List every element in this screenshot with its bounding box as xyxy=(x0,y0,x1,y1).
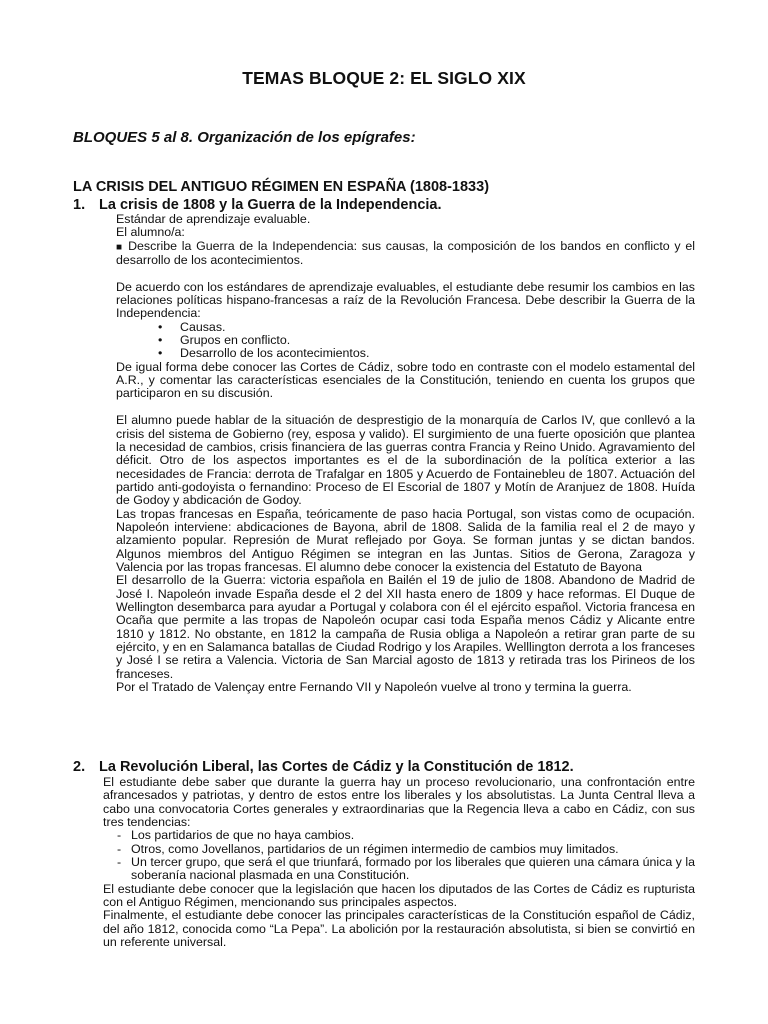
item1-paragraph-1: De acuerdo con los estándares de aprendizaje evaluables, el estudiante debe resumir los cambios en las relaciones políticas hispano-francesas a raíz de la Revolución Francesa. Debe describir la Guerra de la Independencia: xyxy=(116,279,695,321)
item2-paragraph-3: Finalmente, el estudiante debe conocer las principales características de la Constitución español de Cádiz, del año 1812, conocida como “La Pepa”. La abolición por la restauración absolutista, si bien se convirtió en un referente universal. xyxy=(103,908,695,950)
subtitle: BLOQUES 5 al 8. Organización de los epígrafes: xyxy=(73,129,416,146)
item2-heading-text: La Revolución Liberal, las Cortes de Cádiz y la Constitución de 1812. xyxy=(99,759,574,775)
list-item: • Causas. xyxy=(116,321,695,334)
item2-paragraph-1: El estudiante debe saber que durante la guerra hay un proceso revolucionario, una confrontación entre afrancesados y patriotas, y dentro de estos entre los liberales y los absolutistas. La Junta Central lleva a cabo una convocatoria Cortes generales y extraordinarias que la Regencia lleva a cabo en Cádiz, con sus tres tendencias: xyxy=(103,775,695,830)
item2-dash-list xyxy=(103,829,695,882)
item1-paragraph-3: El alumno puede hablar de la situación de desprestigio de la monarquía de Carlos IV, que conllevó a la crisis del sistema de Gobierno (rey, esposa y valido). El surgimiento de una fuerte oposición que plantea la necesidad de cambios, crisis financiera de las guerras contra Francia y Reino Unido. Agravamiento del déficit. Otro de los aspectos importantes es el de la subordinación de la política exterior a las necesidades de Francia: derrota de Trafalgar en 1805 y Acuerdo de Fontainebleu de 1807. Actuación del partido anti-godoyista o fernandino: Proceso de El Escorial de 1807 y Motín de Aranjuez de 1808. Huída de Godoy y abdicación de Godoy. xyxy=(116,413,695,508)
item1-number: 1. xyxy=(73,197,86,213)
item1-bullet-list xyxy=(116,321,695,361)
page-title: TEMAS BLOQUE 2: EL SIGLO XIX xyxy=(242,68,526,88)
list-item: - Un tercer grupo, que será el que triunfará, formado por los liberales que quieren una cámara única y la soberanía nacional plasmada en una Constitución. xyxy=(103,856,695,883)
item1-paragraph-5: El desarrollo de la Guerra: victoria española en Bailén el 19 de julio de 1808. Abandono de Madrid de José I. Napoleón invade España desde el 2 del XII hasta enero de 1809 y hace reformas. El Duque de Wellington desembarca para ayudar a Portugal y colabora con él el ejército español. Victoria francesa en Ocaña que permite a las tropas de Napoleón ocupar casi toda España menos Cádiz y Alicante entre 1810 y 1812. No obstante, en 1812 la campaña de Rusia obliga a Napoleón a retirar gran parte de su ejército, y en en Salamanca batallas de Ciudad Rodrigo y los Arapiles. Welllington derrota a los franceses y José I se retira a Valencia. Victoria de San Marcial agosto de 1813 y retirada tras los Pirineos de los franceses. xyxy=(116,573,696,681)
item1-body xyxy=(116,213,695,694)
item2-heading xyxy=(73,759,574,775)
item1-heading xyxy=(73,197,442,213)
standard-text: Describe la Guerra de la Independencia: sus causas, la composición de los bandos en conflicto y el desarrollo de los acontecimientos. xyxy=(116,238,695,268)
item1-paragraph-2: De igual forma debe conocer las Cortes de Cádiz, sobre todo en contraste con el modelo estamental del A.R., y comentar las características esenciales de la Constitución, teniendo en cuenta los grupos que participaron en su discusión. xyxy=(116,359,695,401)
item2-paragraph-2: El estudiante debe conocer que la legislación que hacen los diputados de las Cortes de Cádiz es rupturista con el Antiguo Régimen, mencionando sus principales aspectos. xyxy=(103,881,695,910)
item1-paragraph-6: Por el Tratado de Valençay entre Fernando VII y Napoleón vuelve al trono y termina la guerra. xyxy=(116,680,632,695)
student-label: El alumno/a: xyxy=(116,225,185,240)
item1-paragraph-4: Las tropas francesas en España, teóricamente de paso hacia Portugal, son vistas como de ocupación. Napoleón interviene: abdicaciones de Bayona, abril de 1808. Salida de la familia real el 2 de mayo y alzamiento popular. Represión de Murat reflejado por Goya. Se forman juntas y se dictan bandos. Algunos miembros del Antiguo Régimen se integran en las Juntas. Sitios de Gerona, Zaragoza y Valencia por las tropas francesas. El alumno debe conocer la existencia del Estatuto de Bayona xyxy=(116,506,695,574)
standard-label: Estándar de aprendizaje evaluable. xyxy=(116,212,311,226)
list-item: - Otros, como Jovellanos, partidarios de un régimen intermedio de cambios muy limitados. xyxy=(103,843,695,856)
list-item: - Los partidarios de que no haya cambios. xyxy=(103,829,695,842)
list-item: • Desarrollo de los acontecimientos. xyxy=(116,347,695,360)
item2-body xyxy=(103,776,695,949)
square-bullet-icon: ■ xyxy=(116,241,124,253)
standard-text-paragraph xyxy=(116,240,695,268)
section-heading: LA CRISIS DEL ANTIGUO RÉGIMEN EN ESPAÑA (1808-1833) xyxy=(73,179,490,195)
item1-heading-text: La crisis de 1808 y la Guerra de la Independencia. xyxy=(99,197,442,213)
item2-number: 2. xyxy=(73,759,86,775)
list-item: • Grupos en conflicto. xyxy=(116,334,695,347)
